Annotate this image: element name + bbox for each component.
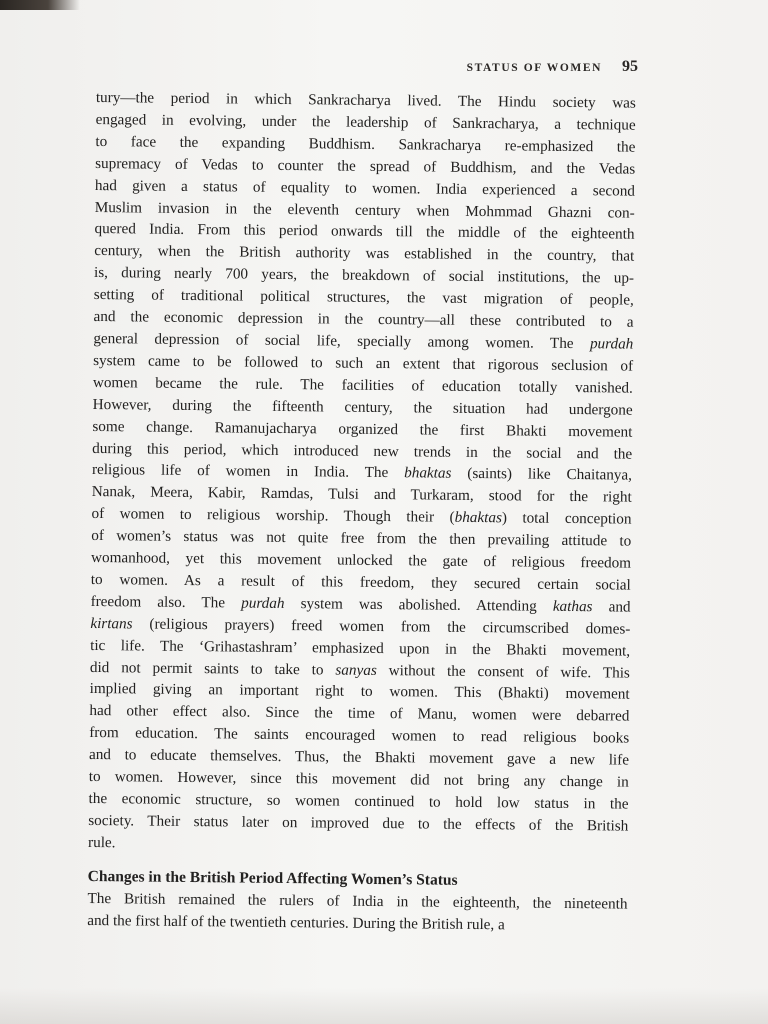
italic-term: purdah (241, 594, 285, 612)
text-run: implied giving an important right to women. This (Bhakti) movement (89, 680, 630, 704)
text-run: women became the rule. The facilities of education totally vanished. (92, 373, 633, 397)
text-run: and the economic depression in the country—all these contributed to a (93, 308, 634, 331)
text-run: is, during nearly 700 years, the breakdown of social institutions, the up- (93, 264, 635, 287)
section-heading: Changes in the British Period Affecting Women’s Status (87, 867, 458, 889)
text-run: of women’s status was not quite free from the then prevailing attitude to (91, 527, 632, 550)
text-run: However, during the fifteenth century, the situation had undergone (92, 395, 633, 419)
text-run: to women. As a result of this freedom, they secured certain social (90, 570, 631, 594)
text-run: (religious prayers) freed women from the circumscribed domes- (132, 615, 631, 638)
text-run: and to educate themselves. Thus, the Bhakti movement gave a new life (88, 746, 630, 769)
text-run: of women to religious worship. Though their ( (91, 505, 455, 526)
text-run: did not permit saints to take to (89, 658, 336, 679)
text-run: and the first half of the twentieth centuries. During the British rule, a (87, 911, 505, 933)
text-run: religious life of women in India. The (91, 461, 405, 482)
text-run: and (592, 598, 631, 616)
italic-term: sanyas (335, 661, 377, 679)
italic-term: bhaktas (404, 464, 452, 483)
text-run: had other effect also. Since the time of Manu, women were debarred (89, 702, 630, 725)
text-run: quered India. From this period onwards till the middle of the eighteenth (94, 220, 635, 244)
text-run: setting of traditional political structures, the vast migration of people, (93, 286, 634, 309)
text-run: during this period, which introduced new trends in the social and the (92, 439, 633, 463)
text-run: supremacy of Vedas to counter the spread of Buddhism, and the Vedas (95, 154, 636, 178)
text-run: tury—the period in which Sankracharya lived. The Hindu society was (95, 88, 636, 112)
text-run: some change. Ramanujacharya organized the first Bhakti movement (92, 417, 633, 441)
body-text (87, 87, 636, 937)
paragraph-bhakti-movement (88, 87, 636, 859)
page-number: 95 (622, 58, 638, 75)
text-run: The British remained the rulers of India in the eighteenth, the nineteenth (87, 889, 628, 913)
italic-term: bhaktas (454, 508, 502, 527)
text-run: to face the expanding Buddhism. Sankracharya re-emphasized the (95, 132, 636, 156)
text-run: system was abolished. Attending (284, 594, 553, 615)
text-run: had given a status of equality to women. India experienced a second (94, 176, 636, 200)
text-run: Muslim invasion in the eleventh century when Mohmmad Ghazni con- (94, 198, 635, 222)
page-corner-shadow (0, 0, 80, 10)
text-run: century, when the British authority was established in the country, that (94, 242, 635, 265)
italic-term: purdah (589, 335, 634, 353)
text-run: general depression of social life, specially among women. The (93, 329, 591, 353)
text-run: from education. The saints encouraged women to read religious books (89, 724, 630, 747)
text-run: system came to be followed to such an extent that rigorous seclusion of (93, 351, 634, 375)
text-run: Nanak, Meera, Kabir, Ramdas, Tulsi and Turkaram, stood for the right (91, 483, 632, 506)
italic-term: kathas (552, 597, 593, 616)
text-run: to women. However, since this movement did not bring any change in (88, 768, 629, 791)
text-run: freedom also. The (90, 592, 242, 612)
text-run: tic life. The ‘Grihastashram’ emphasized upon in the Bhakti movement, (90, 636, 631, 660)
text-run: without the consent of wife. This (376, 661, 631, 682)
text-run: society. Their status later on improved due to the effects of the British (88, 811, 629, 835)
page-bottom-shadow (0, 988, 768, 1024)
text-run: womanhood, yet this movement unlocked the gate of religious freedom (90, 549, 632, 572)
text-run: engaged in evolving, under the leadership of Sankracharya, a technique (95, 110, 636, 134)
text-run: ) total conception (501, 509, 632, 528)
running-title: STATUS OF WOMEN (466, 62, 602, 74)
text-run: rule. (88, 833, 116, 852)
text-run: the economic structure, so women continued to hold low status in the (88, 789, 629, 813)
paragraph-british-rule (87, 888, 627, 937)
italic-term: kirtans (90, 614, 133, 633)
running-header (96, 58, 638, 76)
text-run: (saints) like Chaitanya, (451, 465, 633, 485)
